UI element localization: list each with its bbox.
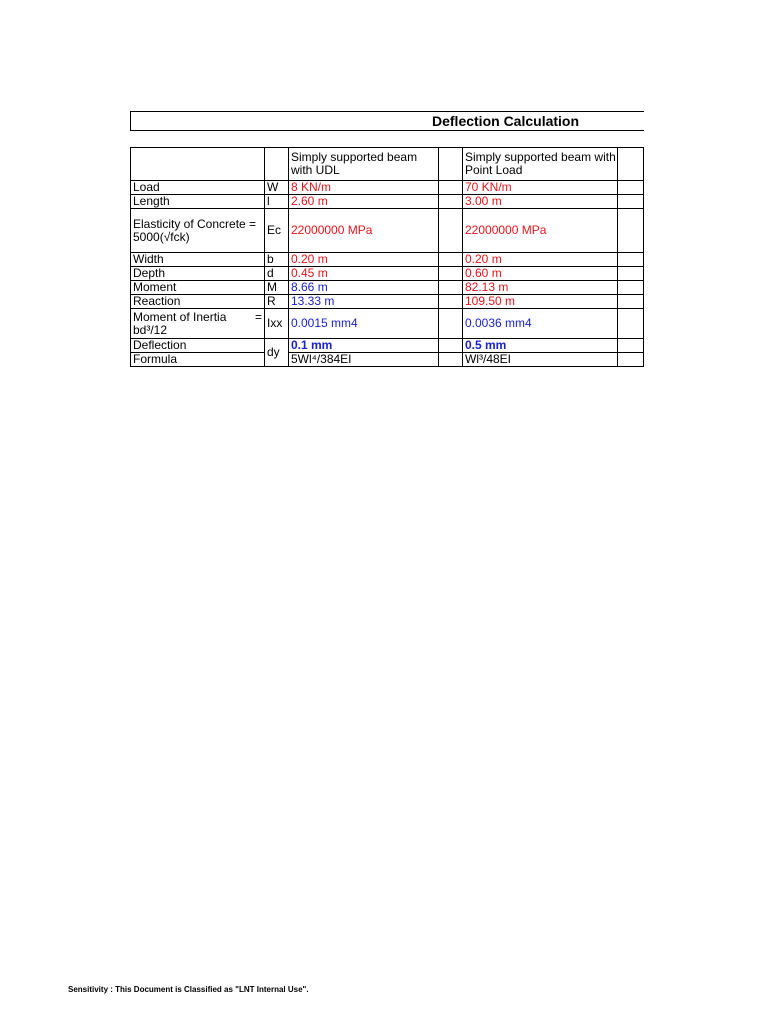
point-value: 22000000 MPa — [463, 209, 618, 253]
header-blank — [131, 148, 265, 181]
end-cell — [618, 209, 644, 253]
end-cell — [618, 281, 644, 295]
end-cell — [618, 195, 644, 209]
row-load — [131, 181, 644, 195]
gap-cell — [439, 309, 463, 339]
gap-cell — [439, 339, 463, 353]
udl-value: 5Wl⁴/384EI — [289, 353, 439, 367]
udl-value: 22000000 MPa — [289, 209, 439, 253]
header-row — [131, 148, 644, 181]
inertia-equals: = — [254, 309, 262, 324]
row-label: Load — [131, 181, 265, 195]
deflection-table — [130, 147, 644, 367]
gap-cell — [439, 353, 463, 367]
gap-cell — [439, 281, 463, 295]
page-title: Deflection Calculation — [432, 113, 580, 129]
point-value: 3.00 m — [463, 195, 618, 209]
row-label: Deflection — [131, 339, 265, 353]
gap-cell — [439, 209, 463, 253]
inertia-label: Moment of Inertia — [133, 309, 227, 324]
row-moment — [131, 281, 644, 295]
row-label: Formula — [131, 353, 265, 367]
gap-cell — [439, 295, 463, 309]
row-label: Depth — [131, 267, 265, 281]
row-length — [131, 195, 644, 209]
point-value: 82.13 m — [463, 281, 618, 295]
end-cell — [618, 339, 644, 353]
row-label: Moment — [131, 281, 265, 295]
row-label: Width — [131, 253, 265, 267]
row-symbol: R — [265, 295, 289, 309]
end-cell — [618, 353, 644, 367]
udl-value: 0.1 mm — [289, 339, 439, 353]
header-udl: Simply supported beam with UDL — [289, 148, 439, 181]
gap-cell — [439, 253, 463, 267]
row-symbol: d — [265, 267, 289, 281]
udl-value: 8 KN/m — [289, 181, 439, 195]
row-symbol: M — [265, 281, 289, 295]
point-value: 0.60 m — [463, 267, 618, 281]
end-cell — [618, 253, 644, 267]
point-value: 0.5 mm — [463, 339, 618, 353]
header-blank-symbol — [265, 148, 289, 181]
row-label: Reaction — [131, 295, 265, 309]
row-width — [131, 253, 644, 267]
row-symbol: Ec — [265, 209, 289, 253]
end-cell — [618, 295, 644, 309]
udl-value: 0.45 m — [289, 267, 439, 281]
inertia-formula: bd³/12 — [133, 322, 168, 337]
row-formula — [131, 353, 644, 367]
gap-cell — [439, 195, 463, 209]
udl-value: 0.20 m — [289, 253, 439, 267]
header-gap — [439, 148, 463, 181]
row-moment-of-inertia — [131, 309, 644, 339]
udl-value: 0.0015 mm4 — [289, 309, 439, 339]
row-label — [131, 309, 265, 339]
row-symbol: l — [265, 195, 289, 209]
row-deflection — [131, 339, 644, 353]
end-cell — [618, 309, 644, 339]
point-value: Wl³/48EI — [463, 353, 618, 367]
header-end — [618, 148, 644, 181]
point-value: 0.20 m — [463, 253, 618, 267]
row-symbol: W — [265, 181, 289, 195]
udl-value: 8.66 m — [289, 281, 439, 295]
row-label: Length — [131, 195, 265, 209]
point-value: 0.0036 mm4 — [463, 309, 618, 339]
point-value: 109.50 m — [463, 295, 618, 309]
sensitivity-footer: Sensitivity : This Document is Classified as "LNT Internal Use". — [68, 985, 309, 994]
row-depth — [131, 267, 644, 281]
row-reaction — [131, 295, 644, 309]
point-value: 70 KN/m — [463, 181, 618, 195]
row-symbol: b — [265, 253, 289, 267]
row-symbol: dy — [265, 339, 289, 367]
row-label: Elasticity of Concrete = 5000(√fck) — [131, 209, 265, 253]
udl-value: 13.33 m — [289, 295, 439, 309]
row-symbol: Ixx — [265, 309, 289, 339]
udl-value: 2.60 m — [289, 195, 439, 209]
gap-cell — [439, 181, 463, 195]
end-cell — [618, 181, 644, 195]
row-elasticity — [131, 209, 644, 253]
header-point-load: Simply supported beam with Point Load — [463, 148, 618, 181]
gap-cell — [439, 267, 463, 281]
end-cell — [618, 267, 644, 281]
